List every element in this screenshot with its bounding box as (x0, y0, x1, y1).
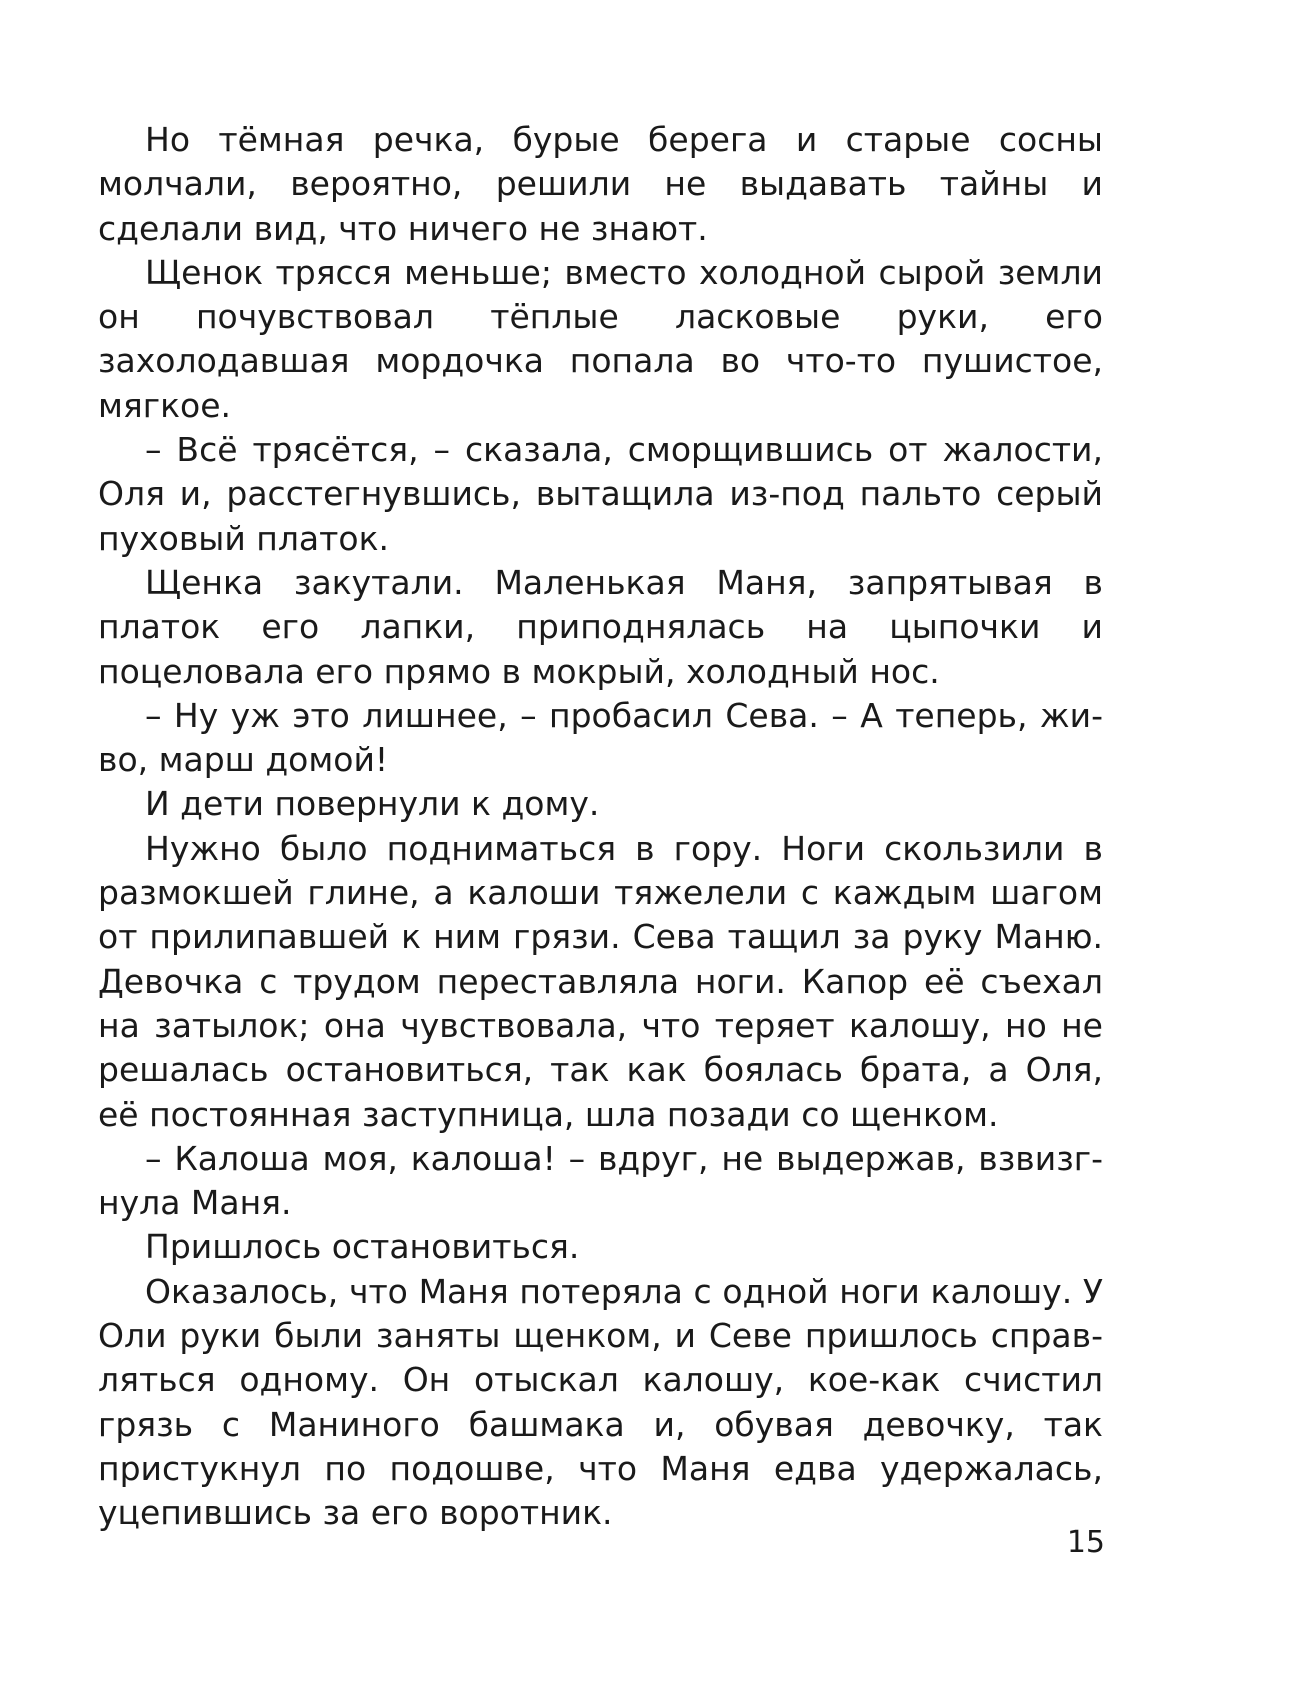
paragraph: – Калоша моя, калоша! – вдруг, не выдержав, взвизгнула Маня. (98, 1138, 1103, 1223)
paragraph: И дети повернули к дому. (145, 784, 600, 824)
paragraph: Нужно было подниматься в гору. Ноги скользили в размокшей глине, а калоши тяжелели с каждым шагом от прилипавшей к ним грязи. Сева тащил за руку Маню. Девочка с трудом переставляла ноги. Капор её съехал на затылок; она чувствовала, что теряет калошу, но не решалась остановиться, так как боялась брата, а Оля, её постоянная заступница, шла позади со щенком. (98, 828, 1103, 1134)
paragraph: Оказалось, что Маня потеряла с одной ноги калошу. У Оли руки были заняты щенком, и Севе пришлось справляться одному. Он отыскал калошу, кое-как счистил грязь с Маниного башмака и, обувая девочку, так пристукнул по подошве, что Маня едва удержалась, уцепившись за его воротник. (98, 1271, 1103, 1533)
paragraph: Но тёмная речка, бурые берега и старые сосны молчали, вероятно, решили не выдавать тайны и сделали вид, что ничего не знают. (98, 120, 1103, 248)
paragraph: Пришлось остановиться. (145, 1227, 580, 1267)
paragraph: Щенка закутали. Маленькая Маня, запрятывая в платок его лапки, приподнялась на цыпочки и поцеловала его прямо в мокрый, холодный нос. (98, 562, 1103, 691)
paragraph: – Ну уж это лишнее, – пробасил Сева. – А теперь, живо, марш домой! (98, 695, 1103, 780)
paragraph: – Всё трясётся, – сказала, сморщившись от жалости, Оля и, расстегнувшись, вытащила из-под пальто серый пуховый платок. (98, 430, 1103, 558)
page-number: 15 (1066, 1525, 1105, 1560)
paragraph: Щенок трясся меньше; вместо холодной сырой земли он почувствовал тёплые ласковые руки, его захолодавшая мордочка попала во что-то пушистое, мягкое. (98, 252, 1103, 425)
story-text (98, 118, 1103, 1536)
